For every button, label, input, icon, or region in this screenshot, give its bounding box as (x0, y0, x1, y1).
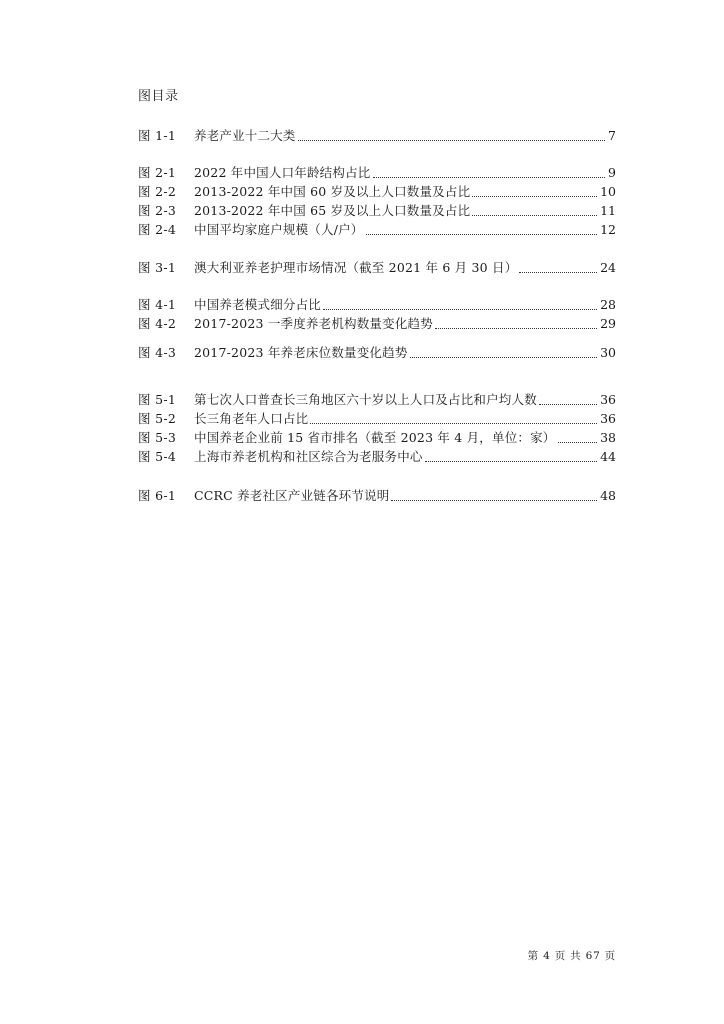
toc-dot-leader (472, 214, 597, 216)
toc-entry-number: 图 5-2 (138, 411, 177, 426)
toc-entry-number: 图 2-2 (138, 184, 177, 199)
toc-entry-title: CCRC 养老社区产业链各环节说明 (194, 488, 390, 503)
toc-heading: 图目录 (138, 89, 179, 104)
toc-entry-number: 图 5-1 (138, 392, 177, 407)
toc-entry-number: 图 4-2 (138, 316, 177, 331)
toc-entry[interactable] (138, 164, 616, 182)
toc-entry-title: 澳大利亚养老护理市场情况（截至 2021 年 6 月 30 日） (194, 260, 518, 275)
toc-entry-title: 中国养老模式细分占比 (194, 297, 322, 312)
toc-entry-title: 2022 年中国人口年龄结构占比 (194, 165, 371, 180)
toc-dot-leader (310, 422, 597, 424)
toc-entry-number: 图 2-4 (138, 222, 177, 237)
toc-entry[interactable] (138, 259, 616, 277)
toc-entry-title: 长三角老年人口占比 (194, 411, 309, 426)
toc-entry-number: 图 5-4 (138, 449, 177, 464)
toc-entry-title: 2013-2022 年中国 60 岁及以上人口数量及占比 (194, 184, 471, 199)
page-footer: 第 4 页 共 67 页 (527, 950, 616, 962)
toc-dot-leader (373, 176, 606, 178)
toc-entry[interactable] (138, 487, 616, 505)
toc-entry-page: 12 (600, 222, 616, 237)
toc-entry-number: 图 3-1 (138, 260, 177, 275)
toc-entry[interactable] (138, 127, 616, 145)
toc-entry-page: 7 (608, 128, 616, 143)
toc-entry[interactable] (138, 183, 616, 201)
toc-entry-number: 图 4-1 (138, 297, 177, 312)
toc-entry-number: 图 2-3 (138, 203, 177, 218)
toc-entry-title: 上海市养老机构和社区综合为老服务中心 (194, 449, 423, 464)
toc-entry-number: 图 6-1 (138, 488, 177, 503)
toc-entry-page: 29 (600, 316, 616, 331)
toc-entry-page: 11 (600, 203, 616, 218)
toc-dot-leader (366, 233, 598, 235)
toc-dot-leader (558, 441, 598, 443)
toc-entry[interactable] (138, 448, 616, 466)
toc-entry-page: 48 (600, 488, 616, 503)
toc-dot-leader (298, 139, 605, 141)
toc-entry-page: 10 (600, 184, 616, 199)
toc-entry-title: 第七次人口普查长三角地区六十岁以上人口及占比和户均人数 (194, 392, 537, 407)
toc-entry-number: 图 1-1 (138, 128, 177, 143)
toc-entry-title: 中国平均家庭户规模（人/户） (194, 222, 364, 237)
toc-dot-leader (435, 327, 597, 329)
toc-entry-page: 38 (600, 430, 616, 445)
toc-entry-title: 2013-2022 年中国 65 岁及以上人口数量及占比 (194, 203, 471, 218)
toc-entry[interactable] (138, 429, 616, 447)
toc-entry[interactable] (138, 344, 616, 362)
toc-entry-page: 24 (600, 260, 616, 275)
toc-entry-number: 图 2-1 (138, 165, 177, 180)
toc-dot-leader (410, 356, 598, 358)
toc-entry[interactable] (138, 202, 616, 220)
toc-entry-title: 2017-2023 一季度养老机构数量变化趋势 (194, 316, 433, 331)
toc-dot-leader (425, 460, 597, 462)
toc-entry-page: 36 (600, 392, 616, 407)
toc-dot-leader (539, 403, 597, 405)
toc-entry[interactable] (138, 221, 616, 239)
toc-dot-leader (391, 499, 597, 501)
toc-entry-title: 2017-2023 年养老床位数量变化趋势 (194, 345, 408, 360)
toc-entry[interactable] (138, 296, 616, 314)
toc-entry-title: 养老产业十二大类 (194, 128, 296, 143)
toc-entry-page: 9 (608, 165, 616, 180)
toc-entry-number: 图 4-3 (138, 345, 177, 360)
toc-entry[interactable] (138, 315, 616, 333)
toc-entry-page: 28 (600, 297, 616, 312)
toc-entry-page: 36 (600, 411, 616, 426)
toc-entry-title: 中国养老企业前 15 省市排名（截至 2023 年 4 月，单位：家） (194, 430, 556, 445)
toc-entry[interactable] (138, 391, 616, 409)
toc-entry[interactable] (138, 410, 616, 428)
toc-dot-leader (519, 271, 597, 273)
toc-dot-leader (323, 308, 597, 310)
toc-entry-page: 44 (600, 449, 616, 464)
toc-dot-leader (472, 195, 597, 197)
toc-entry-number: 图 5-3 (138, 430, 177, 445)
toc-entry-page: 30 (600, 345, 616, 360)
